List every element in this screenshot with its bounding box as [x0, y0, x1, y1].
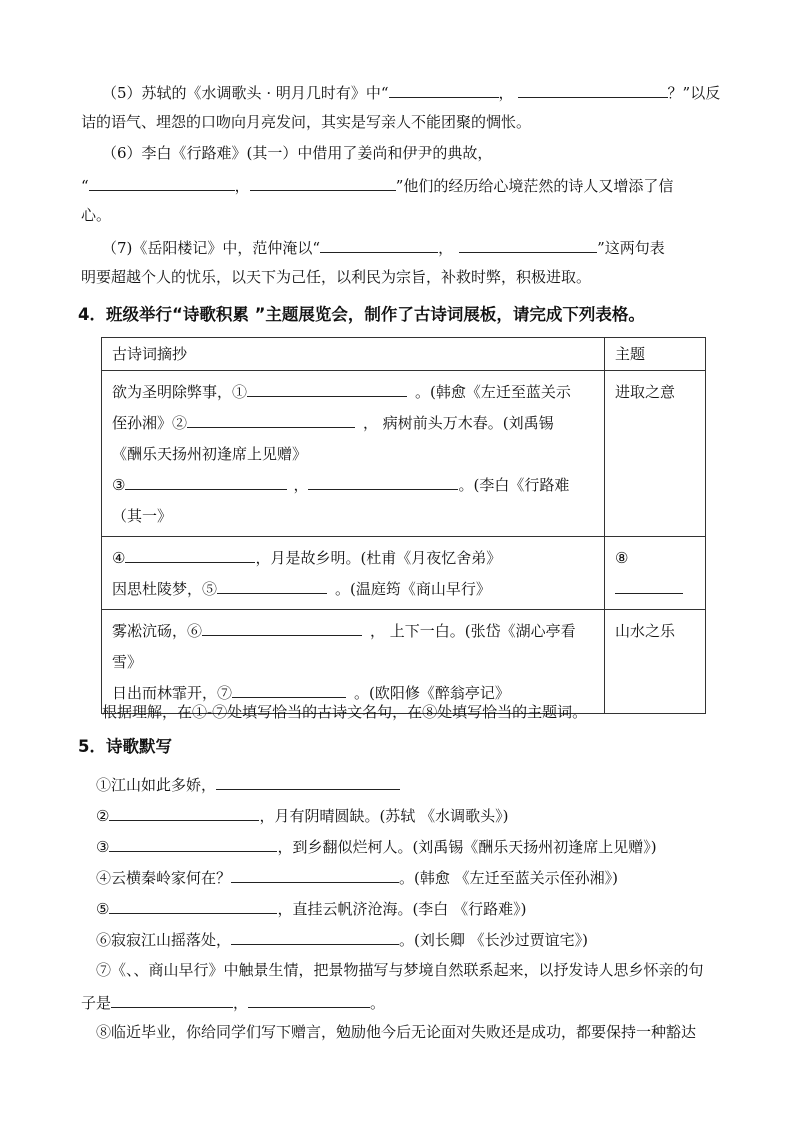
- table-row: [102, 537, 706, 610]
- q4-title: 4．班级举行“诗歌积累 ”主题展览会，制作了古诗词展板，请完成下列表格。: [78, 305, 645, 324]
- q4-instruction: 根据理解，在①-⑦处填写恰当的古诗文名句，在⑧处填写恰当的主题词。: [102, 703, 588, 721]
- answer-blank[interactable]: [109, 835, 277, 852]
- answer-blank-5[interactable]: [217, 577, 327, 594]
- q5-item3: ③ ，到乡翻似烂柯人。(刘禹锡《酬乐天扬州初逢席上见赠》): [96, 835, 657, 857]
- table-row: [102, 371, 706, 537]
- answer-blank[interactable]: [231, 866, 399, 883]
- theme-cell: 进取之意: [605, 371, 706, 537]
- answer-blank[interactable]: [216, 773, 400, 790]
- answer-blank-3b[interactable]: [308, 473, 458, 490]
- q5-item1: ①江山如此多娇，: [96, 773, 400, 795]
- answer-blank[interactable]: [109, 897, 277, 914]
- answer-blank[interactable]: [250, 174, 396, 191]
- theme-cell: 山水之乐: [605, 610, 706, 714]
- q5-item2: ② ，月有阴晴圆缺。(苏轼 《水调歌头》): [96, 804, 508, 826]
- answer-blank[interactable]: [111, 991, 233, 1008]
- q5-item6: ⑥寂寂江山摇落处， 。(刘长卿 《长沙过贾谊宅》): [96, 928, 588, 950]
- answer-blank[interactable]: [231, 928, 399, 945]
- q3-item5-line1: （5）苏轼的《水调歌头 · 明月几时有》中“ ， ？”以反: [102, 81, 720, 103]
- q5-item7-line2: 子是 ， 。: [81, 991, 385, 1013]
- excerpt-cell: 欲为圣明除弊事，① 。(韩愈《左迁至蓝关示 侄孙湘》② ， 病树前头万木春。(刘禹锡 《酬乐天扬州初逢席上见赠》 ③ ， 。(李白《行路难 （其一》: [102, 371, 605, 537]
- theme-cell: ⑧: [605, 537, 706, 610]
- q3-item5-line2: 诘的语气、埋怨的口吻向月亮发问，其实是写亲人不能团聚的惆怅。: [81, 113, 532, 131]
- excerpt-cell: ④ ，月是故乡明。(杜甫《月夜忆舍弟》 因思杜陵梦，⑤ 。(温庭筠《商山早行》: [102, 537, 605, 610]
- excerpt-cell: 雾凇沆砀，⑥ ， 上下一白。(张岱《湖心亭看 雪》 日出而林霏开，⑦ 。(欧阳修《醉翁亭记》: [102, 610, 605, 714]
- answer-blank-7[interactable]: [232, 681, 346, 698]
- answer-blank[interactable]: [320, 236, 438, 253]
- answer-blank-6[interactable]: [202, 619, 362, 636]
- answer-blank[interactable]: [248, 991, 370, 1008]
- q5-item7-line1: ⑦《、、商山早行》中触景生情，把景物描写与梦境自然联系起来，以抒发诗人思乡怀亲的句: [96, 961, 704, 979]
- answer-blank[interactable]: [389, 81, 499, 98]
- answer-blank-4[interactable]: [125, 546, 255, 563]
- q5-item8: ⑧临近毕业，你给同学们写下赠言，勉励他今后无论面对失败还是成功，都要保持一种豁达: [96, 1023, 697, 1041]
- answer-blank[interactable]: [109, 804, 259, 821]
- q3-item6-line2: “ ， ”他们的经历给心境茫然的诗人又增添了信: [81, 174, 673, 196]
- answer-blank[interactable]: [459, 236, 597, 253]
- table-header-row: [102, 338, 706, 371]
- answer-blank-8[interactable]: [615, 577, 683, 594]
- q5-title: 5．诗歌默写: [78, 737, 172, 756]
- answer-blank[interactable]: [89, 174, 235, 191]
- answer-blank-2[interactable]: [187, 411, 355, 428]
- column-header-excerpt: 古诗词摘抄: [102, 338, 605, 371]
- answer-blank-1[interactable]: [247, 380, 407, 397]
- answer-blank[interactable]: [518, 81, 668, 98]
- table-row: [102, 610, 706, 714]
- q5-item4: ④云横秦岭家何在？ 。(韩愈 《左迁至蓝关示侄孙湘》): [96, 866, 618, 888]
- q3-item6-line3: 心。: [81, 206, 112, 224]
- q3-item7-line1: （7)《岳阳楼记》中，范仲淹以“ ， ”这两句表: [102, 236, 665, 258]
- answer-blank-3[interactable]: [125, 473, 287, 490]
- q3-item6-line1: （6）李白《行路难》(其一）中借用了姜尚和伊尹的典故，: [102, 144, 493, 162]
- poem-table: [101, 337, 706, 714]
- q5-item5: ⑤ ，直挂云帆济沧海。(李白 《行路难》): [96, 897, 526, 919]
- column-header-theme: 主题: [605, 338, 706, 371]
- q3-item7-line2: 明要超越个人的忧乐，以天下为己任，以利民为宗旨，补救时弊，积极进取。: [81, 268, 592, 286]
